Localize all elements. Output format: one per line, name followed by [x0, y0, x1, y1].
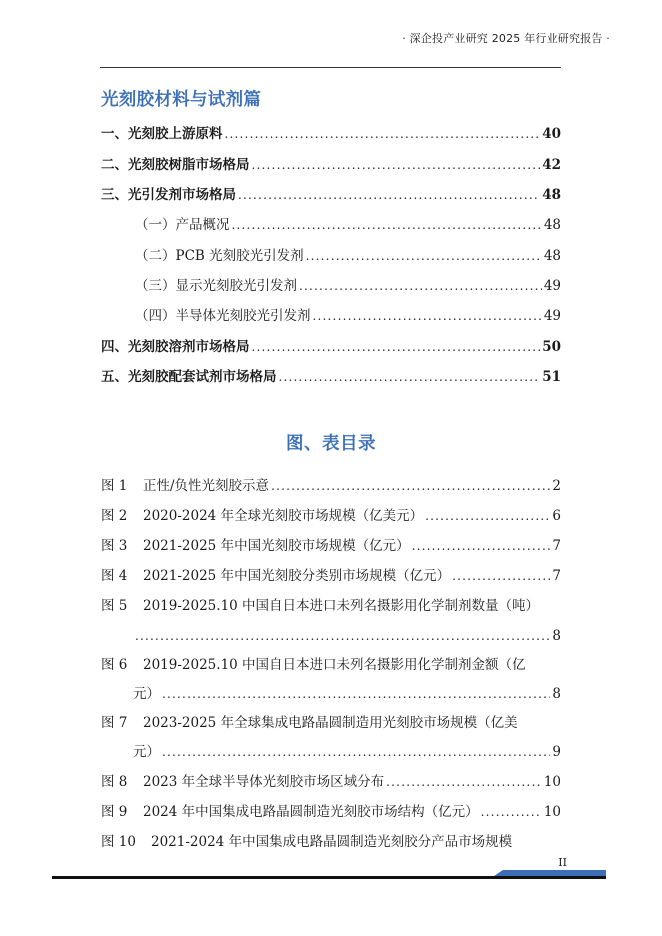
toc-entry[interactable]: 三、光引发剂市场格局 ..... 48	[101, 185, 561, 205]
figure-entry[interactable]: 图 8 2023 年全球半导体光刻胶市场区域分布 ..... 10	[101, 772, 561, 792]
figure-entry[interactable]: 图 5 2019-2025.10 中国自日本进口未列名摄影用化学制剂数量（吨）	[101, 598, 540, 614]
figure-entry[interactable]: 图 6 2019-2025.10 中国自日本进口未列名摄影用化学制剂金额（亿	[101, 657, 526, 673]
figure-entry[interactable]: 图 2 2020-2024 年全球光刻胶市场规模（亿美元） ..... 6	[101, 506, 561, 526]
figures-list-title: 图、表目录	[286, 434, 376, 454]
figure-entry-continuation[interactable]: 元） ..... 8	[133, 684, 561, 704]
toc-entry[interactable]: 二、光刻胶树脂市场格局 ..... 42	[101, 155, 561, 175]
footer-rule	[52, 876, 606, 879]
section-title: 光刻胶材料与试剂篇	[101, 90, 262, 110]
figure-entry-continuation[interactable]: 元） ..... 9	[133, 742, 561, 762]
figure-entry[interactable]: 图 1 正性/负性光刻胶示意 ..... 2	[101, 476, 561, 496]
page-number: II	[558, 856, 567, 869]
toc-subentry[interactable]: （四）半导体光刻胶光引发剂 ..... 49	[135, 306, 561, 326]
figure-entry[interactable]: 图 4 2021-2025 年中国光刻胶分类别市场规模（亿元） ..... 7	[101, 566, 561, 586]
toc-entry[interactable]: 五、光刻胶配套试剂市场格局 ..... 51	[101, 367, 561, 387]
figure-entry[interactable]: 图 3 2021-2025 年中国光刻胶市场规模（亿元） ..... 7	[101, 536, 561, 556]
figure-entry-continuation[interactable]: ..... 8	[133, 626, 561, 646]
toc-entry[interactable]: 一、光刻胶上游原料 ..... 40	[101, 124, 561, 144]
running-header: · 深企投产业研究 2025 年行业研究报告 ·	[402, 32, 610, 45]
toc-subentry[interactable]: （一）产品概况 ..... 48	[135, 215, 561, 235]
header-rule	[100, 67, 561, 68]
figure-entry[interactable]: 图 10 2021-2024 年中国集成电路晶圆制造光刻胶分产品市场规模	[101, 834, 513, 850]
figure-entry[interactable]: 图 7 2023-2025 年全球集成电路晶圆制造用光刻胶市场规模（亿美	[101, 715, 518, 731]
toc-subentry[interactable]: （二）PCB 光刻胶光引发剂 ..... 48	[135, 246, 561, 266]
figure-entry[interactable]: 图 9 2024 年中国集成电路晶圆制造光刻胶市场结构（亿元） ..... 10	[101, 802, 561, 822]
toc-entry[interactable]: 四、光刻胶溶剂市场格局 ..... 50	[101, 337, 561, 357]
toc-subentry[interactable]: （三）显示光刻胶光引发剂 ..... 49	[135, 276, 561, 296]
